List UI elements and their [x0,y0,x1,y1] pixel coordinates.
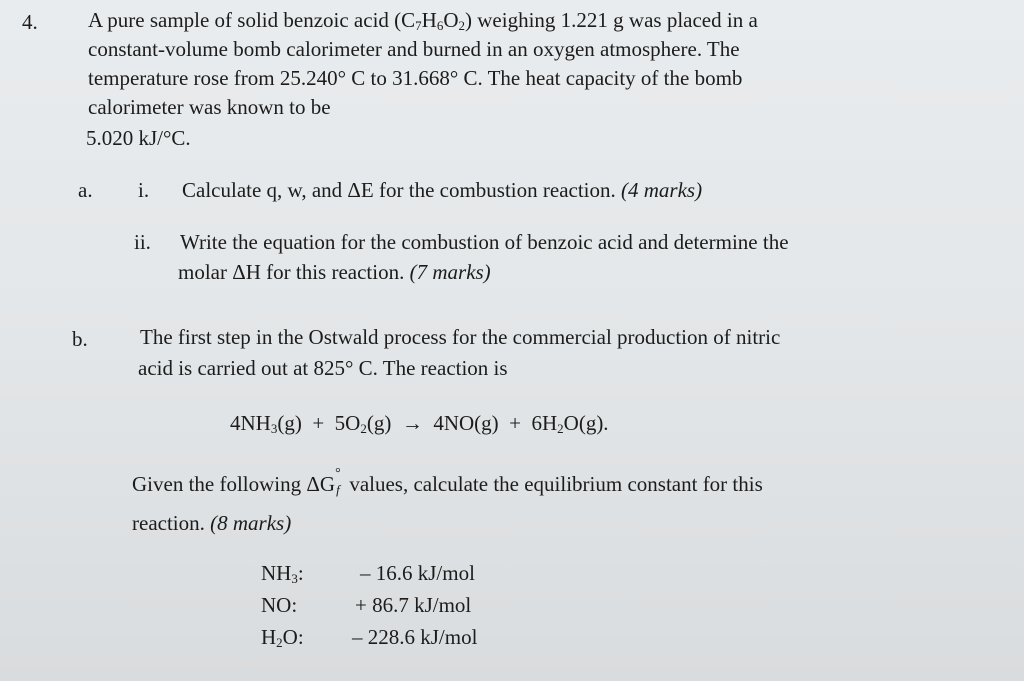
intro-line-3: temperature rose from 25.240° C to 31.668° C. The heat capacity of the bomb [88,66,743,90]
intro-line-4: calorimeter was known to be [88,95,331,119]
given-line-2: reaction. (8 marks) [132,511,292,535]
part-a-ii-line-1: Write the equation for the combustion of benzoic acid and determine the [180,230,789,254]
part-a-label: a. [78,178,93,202]
intro-line-5: 5.020 kJ/°C. [86,126,191,150]
species-h2o: $H_2O$: [261,625,304,650]
part-b-line-1: The first step in the Ostwald process for the commercial production of nitric [140,325,781,349]
value-no: + 86.7 kJ/mol [355,593,472,617]
part-a-ii-label: ii. [134,230,151,254]
value-nh3: – 16.6 kJ/mol [360,561,475,585]
species-no: NO: [261,593,298,617]
part-a-ii-line-2: molar ΔH for this reaction. (7 marks) [178,260,491,284]
question-number: 4. [22,10,38,34]
part-a-i-text: Calculate q, w, and ΔE for the combustion reaction. (4 marks) [182,178,703,202]
part-a-i-label: i. [138,178,150,202]
part-b-line-2: acid is carried out at 825° C. The reaction is [138,356,508,380]
intro-line-1: A pure sample of solid benzoic acid $(C_7H_6O_2)$ weighing 1.221 g was placed in a [88,8,758,33]
value-h2o: – 228.6 kJ/mol [352,625,478,649]
part-b-label: b. [72,327,88,351]
reaction-equation: $4NH_3(g) + 5O_2(g) \to 4NO(g) + 6H_2O(g)$. [230,411,609,436]
species-nh3: $NH_3$: [261,561,304,586]
intro-line-2: constant-volume bomb calorimeter and burned in an oxygen atmosphere. The [88,37,740,61]
given-line-1: Given the following ΔG ° f values, calculate the equilibrium constant for this [132,466,763,497]
